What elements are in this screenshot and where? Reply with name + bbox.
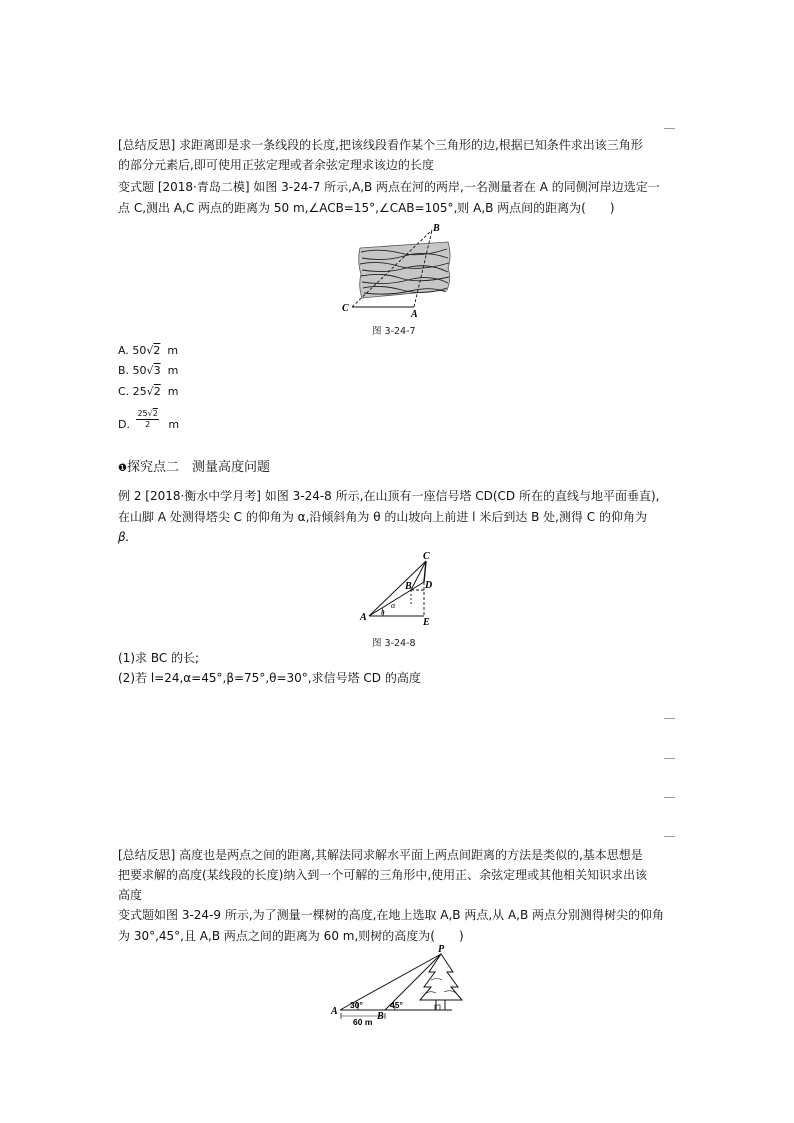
label-alpha: α — [391, 601, 396, 610]
label-theta: θ — [381, 609, 385, 617]
angle-45-label: 45° — [390, 1000, 403, 1010]
label-p: P — [438, 944, 445, 955]
label-a: A — [331, 1006, 338, 1017]
option-d[interactable]: D. $\frac{25√2}{2}$ m — [118, 409, 180, 431]
label-c: C — [423, 551, 430, 562]
summary2-line2: 把要求解的高度(某线段的长度)纳入到一个可解的三角形中,使用正、余弦定理或其他相关知识求出该 — [118, 868, 648, 882]
example2-line2: 在山脚 A 处测得塔尖 C 的仰角为 α,沿倾斜角为 θ 的山坡向上前进 l 米后到达 B 处,测得 C 的仰角为 — [118, 510, 648, 524]
label-a: A — [411, 309, 418, 320]
label-e: E — [423, 617, 430, 628]
label-c: C — [342, 303, 349, 314]
figure2-caption: 图 3-24-8 — [372, 638, 416, 649]
option-b[interactable]: B. 50√3 m — [118, 364, 179, 377]
question-2: (2)若 l=24,α=45°,β=75°,θ=30°,求信号塔 CD 的高度 — [118, 671, 421, 685]
option-c[interactable]: C. 25√2 m — [118, 385, 179, 398]
question-1: (1)求 BC 的长; — [118, 651, 200, 665]
distance-label: 60 m — [353, 1017, 373, 1027]
angle-30-label: 30° — [350, 1000, 363, 1010]
section2-title: 探究点二 测量高度问题 — [126, 460, 270, 475]
example2-line1: 例 2 [2018·衡水中学月考] 如图 3-24-8 所示,在山顶有一座信号塔 CD(CD 所在的直线与地平面垂直), — [118, 489, 660, 503]
summary1-line2: 的部分元素后,即可使用正弦定理或者余弦定理求该边的长度 — [118, 158, 434, 172]
summary1-line1: [总结反思] 求距离即是求一条线段的长度,把该线段看作某个三角形的边,根据已知条件求出该三角形 — [118, 138, 643, 152]
example2-line3: β. — [118, 530, 130, 544]
variant1-line2: 点 C,测出 A,C 两点的距离为 50 m,∠ACB=15°,∠CAB=105°,则 A,B 两点间的距离为( ) — [118, 201, 615, 215]
variant1-line1: 变式题 [2018·青岛二模] 如图 3-24-7 所示,A,B 两点在河的两岸,一名测量者在 A 的同侧河岸边选定一 — [118, 180, 660, 194]
section-bullet: ❶ — [118, 463, 127, 474]
label-d: D — [425, 580, 433, 591]
label-b: B — [433, 223, 440, 234]
variant2-line2: 为 30°,45°,且 A,B 两点之间的距离为 60 m,则树的高度为( ) — [118, 929, 464, 943]
summary2-line1: [总结反思] 高度也是两点之间的距离,其解法同求解水平面上两点间距离的方法是类似的,基本思想是 — [118, 848, 643, 862]
label-b: B — [405, 581, 412, 592]
option-a[interactable]: A. 50√2 m — [118, 344, 179, 357]
figure1-caption: 图 3-24-7 — [372, 326, 416, 337]
label-b: B — [377, 1011, 384, 1022]
summary2-line3: 高度 — [118, 888, 143, 902]
label-a: A — [360, 612, 367, 623]
variant2-line1: 变式题如图 3-24-9 所示,为了测量一棵树的高度,在地上选取 A,B 两点,从 A,B 两点分别测得树尖的仰角 — [118, 908, 665, 922]
